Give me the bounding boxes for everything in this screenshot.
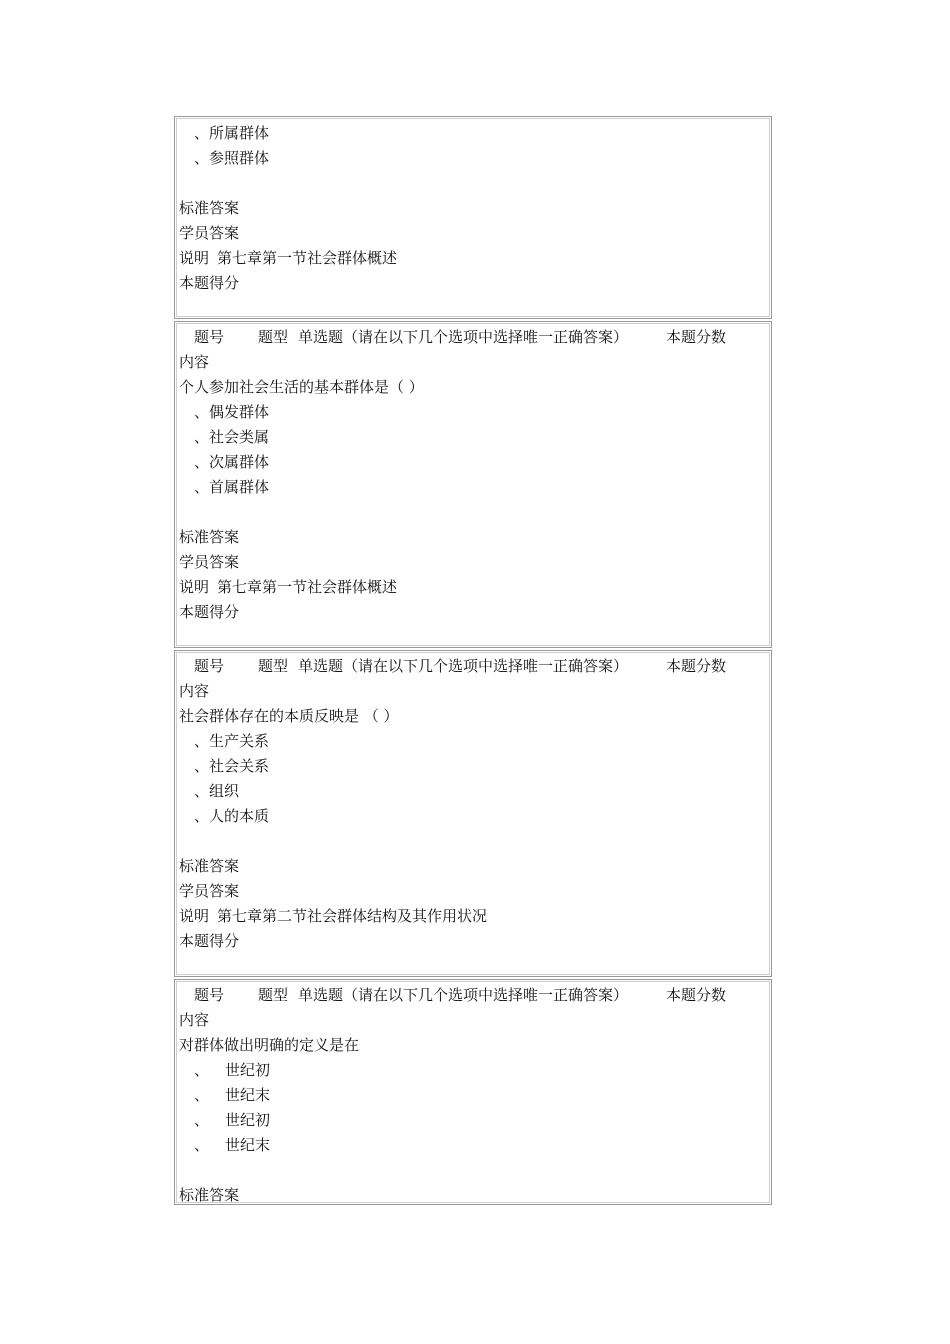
question-type-value: 单选题（请在以下几个选项中选择唯一正确答案） xyxy=(298,657,629,675)
question-block-2 xyxy=(174,321,772,648)
content-label: 内容 xyxy=(179,682,210,700)
question-block-4 xyxy=(174,979,772,1205)
note-label: 说明 xyxy=(179,249,210,267)
content-label: 内容 xyxy=(179,1011,210,1029)
standard-answer-label: 标准答案 xyxy=(179,857,240,875)
option-2[interactable] xyxy=(194,1083,270,1108)
score-label: 本题得分 xyxy=(179,603,240,621)
option-2[interactable]: 、参照群体 xyxy=(194,149,270,167)
student-answer-label: 学员答案 xyxy=(179,224,240,242)
standard-answer-label: 标准答案 xyxy=(179,1186,240,1204)
option-text: 世纪初 xyxy=(225,1061,271,1079)
question-score-label: 本题分数 xyxy=(666,986,727,1004)
question-number-label: 题号 xyxy=(194,986,225,1004)
option-4[interactable] xyxy=(194,1133,270,1158)
option-text: 世纪初 xyxy=(225,1111,271,1129)
option-1[interactable] xyxy=(194,1058,270,1083)
question-header xyxy=(175,325,771,350)
option-3[interactable]: 、组织 xyxy=(194,782,240,800)
question-number-label: 题号 xyxy=(194,328,225,346)
question-type-label: 题型 xyxy=(258,986,289,1004)
question-number-label: 题号 xyxy=(194,657,225,675)
option-mark: 、 xyxy=(194,1111,210,1129)
student-answer-label: 学员答案 xyxy=(179,882,240,900)
question-score-label: 本题分数 xyxy=(666,328,727,346)
option-4[interactable]: 、人的本质 xyxy=(194,807,270,825)
question-header xyxy=(175,983,771,1008)
option-3[interactable]: 、次属群体 xyxy=(194,453,270,471)
question-type-value: 单选题（请在以下几个选项中选择唯一正确答案） xyxy=(298,986,629,1004)
option-1[interactable]: 、生产关系 xyxy=(194,732,270,750)
option-2[interactable]: 、社会关系 xyxy=(194,757,270,775)
note-value: 第七章第二节社会群体结构及其作用状况 xyxy=(217,907,488,925)
option-1[interactable]: 、偶发群体 xyxy=(194,403,270,421)
question-score-label: 本题分数 xyxy=(666,657,727,675)
question-type-value: 单选题（请在以下几个选项中选择唯一正确答案） xyxy=(298,328,629,346)
note-label: 说明 xyxy=(179,578,210,596)
note-label: 说明 xyxy=(179,907,210,925)
question-type-label: 题型 xyxy=(258,657,289,675)
standard-answer-label: 标准答案 xyxy=(179,528,240,546)
content-label: 内容 xyxy=(179,353,210,371)
score-label: 本题得分 xyxy=(179,274,240,292)
option-mark: 、 xyxy=(194,1136,210,1154)
note-value: 第七章第一节社会群体概述 xyxy=(217,249,398,267)
question-header xyxy=(175,654,771,679)
option-text: 世纪末 xyxy=(225,1086,271,1104)
question-block-1 xyxy=(174,116,772,319)
question-block-3 xyxy=(174,650,772,977)
student-answer-label: 学员答案 xyxy=(179,553,240,571)
question-text: 对群体做出明确的定义是在 xyxy=(179,1036,360,1054)
note-row xyxy=(179,904,487,929)
question-type-label: 题型 xyxy=(258,328,289,346)
option-mark: 、 xyxy=(194,1086,210,1104)
option-4[interactable]: 、首属群体 xyxy=(194,478,270,496)
option-mark: 、 xyxy=(194,1061,210,1079)
question-text: 社会群体存在的本质反映是 （ ） xyxy=(179,707,399,725)
standard-answer-label: 标准答案 xyxy=(179,199,240,217)
option-text: 世纪末 xyxy=(225,1136,271,1154)
option-1[interactable]: 、所属群体 xyxy=(194,124,270,142)
note-row xyxy=(179,575,397,600)
option-2[interactable]: 、社会类属 xyxy=(194,428,270,446)
note-row xyxy=(179,246,397,271)
question-text: 个人参加社会生活的基本群体是（ ） xyxy=(179,378,424,396)
score-label: 本题得分 xyxy=(179,932,240,950)
option-3[interactable] xyxy=(194,1108,270,1133)
note-value: 第七章第一节社会群体概述 xyxy=(217,578,398,596)
